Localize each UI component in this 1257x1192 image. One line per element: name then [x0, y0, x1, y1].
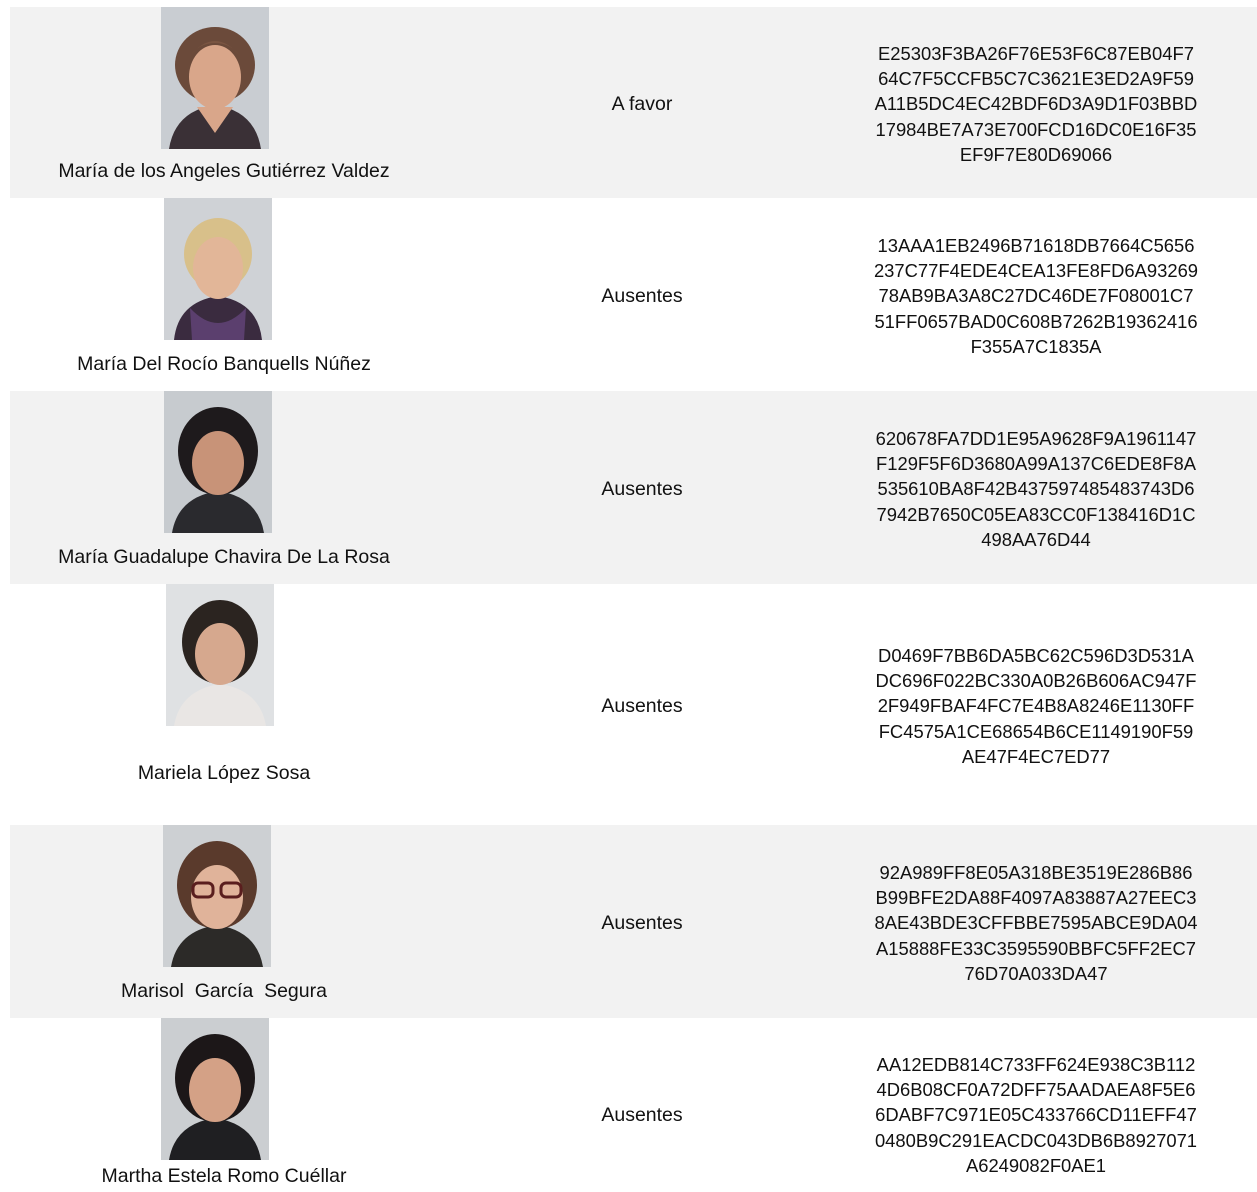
table-row: [10, 7, 1257, 198]
signature-hash: [836, 233, 1236, 359]
member-cell: [10, 825, 438, 1018]
table-row: [10, 1018, 1257, 1192]
hash-line: E25303F3BA26F76E53F6C87EB04F7: [878, 43, 1194, 64]
member-photo: [164, 391, 272, 533]
member-cell: [10, 198, 438, 391]
hash-line: F355A7C1835A: [970, 335, 1102, 357]
vote-status: Ausentes: [601, 912, 683, 934]
table-row: [10, 584, 1257, 825]
vote-status: Ausentes: [601, 285, 683, 307]
hash-line: 76D70A033DA47: [964, 962, 1108, 984]
vote-status: Ausentes: [601, 1104, 683, 1126]
signature-hash: [836, 41, 1236, 167]
hash-line: B99BFE2DA88F4097A83887A27EEC3: [875, 887, 1197, 909]
hash-line: 17984BE7A73E700FCD16DC0E16F35: [875, 118, 1197, 140]
hash-line: D0469F7BB6DA5BC62C596D3D531A: [878, 645, 1194, 666]
hash-line: F129F5F6D3680A99A137C6EDE8F8A: [876, 453, 1196, 475]
hash-line: A6249082F0AE1: [965, 1154, 1107, 1176]
member-name: Mariela López Sosa: [137, 762, 311, 784]
hash-line: 78AB9BA3A8C27DC46DE7F08001C7: [878, 285, 1194, 307]
hash-line: FC4575A1CE68654B6CE1149190F59: [878, 720, 1194, 742]
member-name: María Del Rocío Banquells Núñez: [77, 353, 371, 375]
member-cell: [10, 584, 438, 825]
table-row: [10, 391, 1257, 584]
member-cell: [10, 391, 438, 584]
hash-line: 6DABF7C971E05C433766CD11EFF47: [875, 1104, 1197, 1126]
vote-status: A favor: [611, 93, 673, 115]
member-name: María Guadalupe Chavira De La Rosa: [58, 546, 390, 568]
member-photo: [161, 1018, 269, 1160]
member-photo: [166, 584, 274, 726]
hash-line: 8AE43BDE3CFFBBE7595ABCE9DA04: [874, 912, 1198, 934]
vote-status: Ausentes: [601, 478, 683, 500]
member-name: María de los Angeles Gutiérrez Valdez: [58, 160, 390, 182]
hash-line: 535610BA8F42B437597485483743D6: [877, 478, 1195, 500]
member-photo: [164, 198, 272, 340]
member-name: Marisol García Segura: [121, 980, 327, 1002]
table-row: [10, 825, 1257, 1018]
member-photo: [163, 825, 271, 967]
hash-line: 7942B7650C05EA83CC0F138416D1C: [876, 503, 1196, 525]
hash-line: EF9F7E80D69066: [959, 143, 1113, 165]
member-cell: [10, 7, 438, 198]
member-name: Martha Estela Romo Cuéllar: [101, 1165, 347, 1187]
signature-hash: [836, 643, 1236, 769]
hash-line: 51FF0657BAD0C608B7262B19362416: [874, 310, 1198, 332]
hash-line: DC696F022BC330A0B26B606AC947F: [875, 670, 1197, 692]
hash-line: 498AA76D44: [981, 528, 1091, 550]
member-photo: [161, 7, 269, 149]
signature-hash: [836, 426, 1236, 552]
hash-line: A15888FE33C3595590BBFC5FF2EC7: [876, 937, 1196, 959]
signature-hash: [836, 1052, 1236, 1178]
signature-hash: [836, 860, 1236, 986]
hash-line: 0480B9C291EACDC043DB6B8927071: [874, 1129, 1198, 1151]
table-row: [10, 198, 1257, 391]
hash-line: 237C77F4EDE4CEA13FE8FD6A93269: [873, 260, 1199, 282]
hash-line: 64C7F5CCFB5C7C3621E3ED2A9F59: [878, 68, 1194, 90]
hash-line: AE47F4EC7ED77: [961, 745, 1111, 767]
hash-line: AA12EDB814C733FF624E938C3B112: [876, 1054, 1196, 1075]
member-cell: [10, 1018, 438, 1192]
hash-line: 13AAA1EB2496B71618DB7664C5656: [877, 235, 1195, 256]
hash-line: 4D6B08CF0A72DFF75AADAEA8F5E6: [876, 1079, 1196, 1101]
hash-line: 92A989FF8E05A318BE3519E286B86: [879, 862, 1193, 883]
vote-status: Ausentes: [601, 695, 683, 717]
hash-line: A11B5DC4EC42BDF6D3A9D1F03BBD: [874, 93, 1198, 115]
hash-line: 2F949FBAF4FC7E4B8A8246E1130FF: [877, 695, 1195, 717]
hash-line: 620678FA7DD1E95A9628F9A1961147: [875, 428, 1197, 449]
